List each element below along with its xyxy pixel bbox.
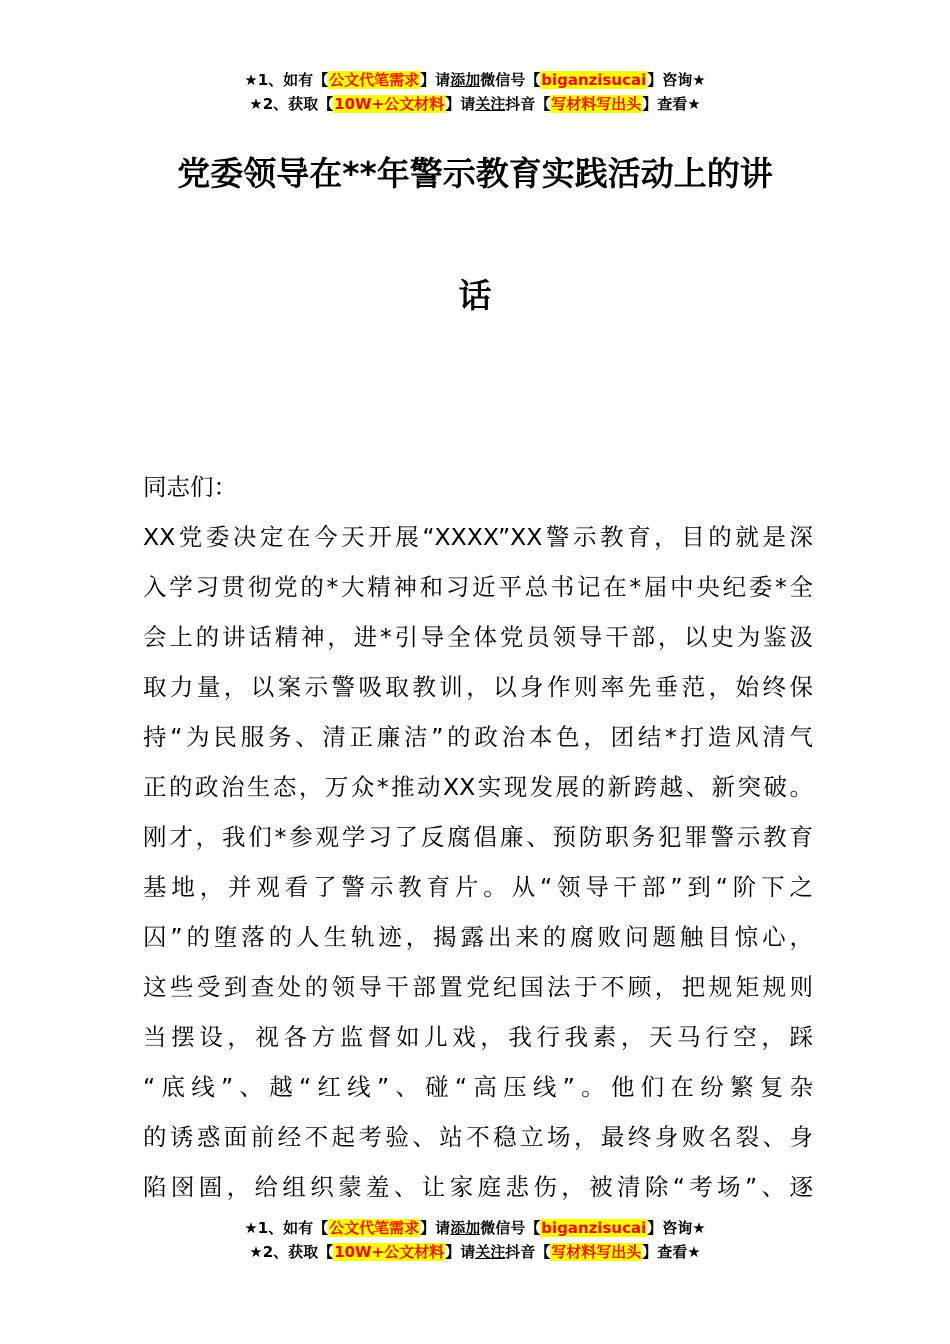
promo-underline: 添加 (450, 71, 481, 89)
promo-text: 】查看★ (642, 95, 701, 113)
promo-text: 微信号【 (480, 1219, 541, 1237)
body-line: 这些受到查处的领导干部置党纪国法于不顾，把规矩规则 (143, 973, 813, 1001)
body-line: 取力量，以案示警吸取教训，以身作则率先垂范，始终保 (143, 673, 813, 701)
body-line: 刚才，我们*参观学习了反腐倡廉、预防职务犯罪警示教育 (143, 823, 813, 851)
promo-text: 】咨询★ (647, 71, 706, 89)
promo-highlight: 公文代笔需求 (329, 71, 420, 89)
promo-highlight: 10W+公文材料 (334, 95, 445, 113)
promo-highlight: 写材料写出头 (551, 95, 642, 113)
promo-highlight: 写材料写出头 (551, 1243, 642, 1261)
body-line: 陷囹圄，给组织蒙羞、让家庭悲伤，被清除“考场”、逐 (143, 1173, 813, 1201)
body-line: 基地，并观看了警示教育片。从“领导干部”到“阶下之 (143, 873, 813, 901)
body-line: 同志们： (143, 473, 237, 501)
promo-text: ★1、如有【 (244, 71, 329, 89)
promo-highlight: biganzisucai (541, 1219, 647, 1237)
promo-text: 抖音【 (505, 95, 551, 113)
promo-text: 】请 (420, 71, 451, 89)
body-line: 入学习贯彻党的*大精神和习近平总书记在*届中央纪委*全 (143, 573, 813, 601)
promo-line-2 (0, 92, 950, 116)
promo-highlight: biganzisucai (541, 71, 647, 89)
body-line: 当摆设，视各方监督如儿戏，我行我素，天马行空，踩 (143, 1023, 813, 1051)
body-line: 的诱惑面前经不起考验、站不稳立场，最终身败名裂、身 (143, 1123, 813, 1151)
body-line: 持“为民服务、清正廉洁”的政治本色，团结*打造风清气 (143, 723, 813, 751)
promo-text: 】查看★ (642, 1243, 701, 1261)
body-line: XX党委决定在今天开展“XXXX”XX警示教育，目的就是深 (143, 523, 813, 551)
body-line: 正的政治生态，万众*推动XX实现发展的新跨越、新突破。 (143, 773, 813, 801)
promo-text: ★2、获取【 (249, 1243, 334, 1261)
promo-underline: 关注 (475, 1243, 506, 1261)
body-line: 囚”的堕落的人生轨迹，揭露出来的腐败问题触目惊心， (143, 923, 813, 951)
promo-text: 抖音【 (505, 1243, 551, 1261)
promo-header (0, 68, 950, 116)
promo-text: 】请 (420, 1219, 451, 1237)
document-title-line-2: 话 (458, 276, 492, 315)
promo-highlight: 公文代笔需求 (329, 1219, 420, 1237)
promo-underline: 关注 (475, 95, 506, 113)
promo-line-1 (0, 68, 950, 92)
document-body (143, 462, 813, 1212)
promo-text: ★1、如有【 (244, 1219, 329, 1237)
body-line: “底线”、越“红线”、碰“高压线”。他们在纷繁复杂 (143, 1073, 813, 1101)
promo-text: 】咨询★ (647, 1219, 706, 1237)
promo-footer (0, 1216, 950, 1264)
promo-line-1 (0, 1216, 950, 1240)
promo-text: 微信号【 (480, 71, 541, 89)
promo-highlight: 10W+公文材料 (334, 1243, 445, 1261)
promo-underline: 添加 (450, 1219, 481, 1237)
document-title-line-1: 党委领导在**年警示教育实践活动上的讲 (177, 154, 773, 193)
promo-line-2 (0, 1240, 950, 1264)
promo-text: 】请 (445, 95, 476, 113)
body-line: 会上的讲话精神，进*引导全体党员领导干部，以史为鉴汲 (143, 623, 813, 651)
promo-text: 】请 (445, 1243, 476, 1261)
promo-text: ★2、获取【 (249, 95, 334, 113)
